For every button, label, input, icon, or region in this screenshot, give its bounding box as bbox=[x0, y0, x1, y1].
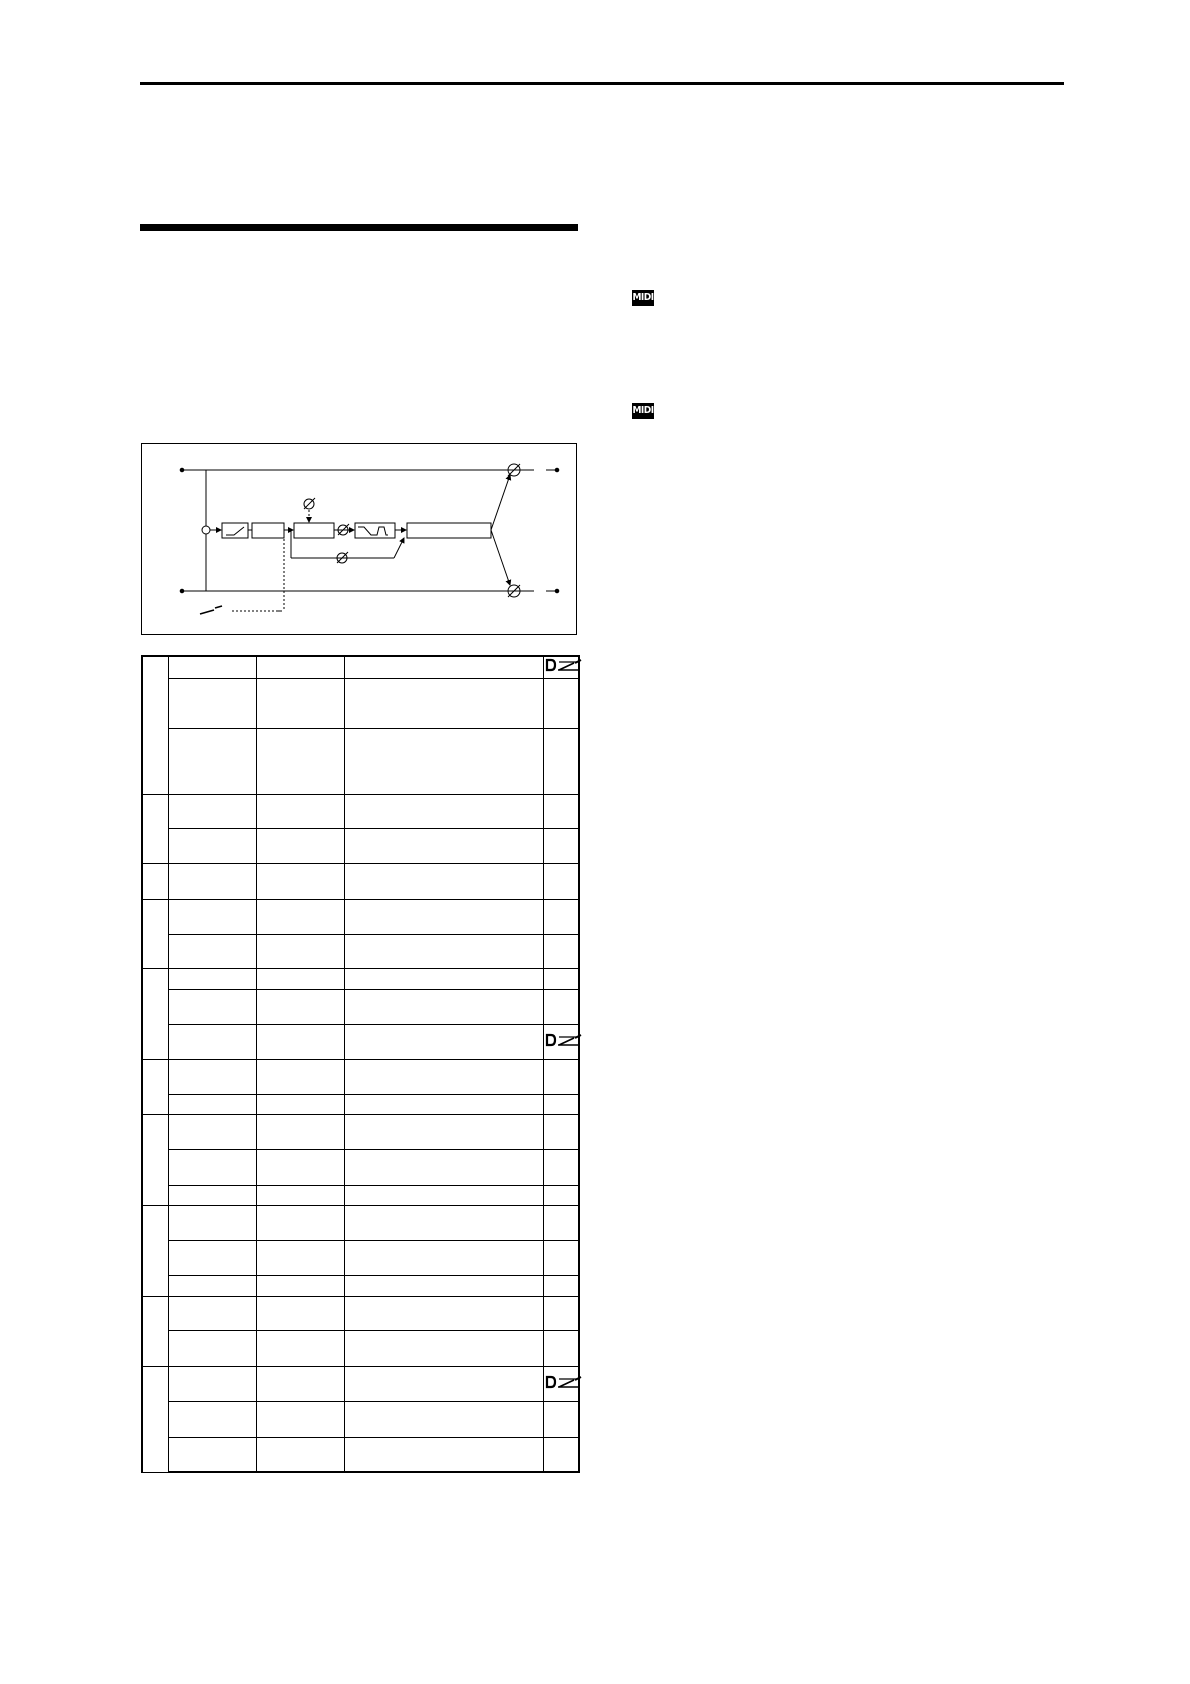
table-cell bbox=[256, 1149, 344, 1185]
dmod-cell bbox=[543, 1367, 579, 1402]
dmod-cell bbox=[543, 1025, 579, 1060]
table-cell bbox=[168, 1367, 256, 1402]
dmod-cell bbox=[543, 794, 579, 829]
table-cell bbox=[344, 1025, 543, 1060]
group-cell bbox=[142, 794, 168, 863]
table-row bbox=[142, 794, 579, 829]
section-rule bbox=[140, 224, 578, 231]
table-cell bbox=[168, 679, 256, 729]
table-cell bbox=[256, 794, 344, 829]
table-row bbox=[142, 1185, 579, 1205]
table-cell bbox=[344, 1185, 543, 1205]
table-cell bbox=[256, 1185, 344, 1205]
table-cell bbox=[168, 1060, 256, 1095]
dmod-cell bbox=[543, 969, 579, 989]
table-cell bbox=[256, 829, 344, 864]
table-cell bbox=[256, 1296, 344, 1331]
table-cell bbox=[256, 864, 344, 900]
table-cell bbox=[344, 656, 543, 679]
table-cell bbox=[168, 989, 256, 1025]
table-cell bbox=[168, 899, 256, 934]
table-row bbox=[142, 679, 579, 729]
table-cell bbox=[168, 934, 256, 969]
lowcut-filter-icon bbox=[226, 527, 244, 535]
dmod-cell bbox=[543, 1401, 579, 1437]
dmod-cell bbox=[543, 829, 579, 864]
amp-block bbox=[407, 523, 491, 538]
table-cell bbox=[168, 794, 256, 829]
table-row bbox=[142, 864, 579, 900]
group-cell bbox=[142, 969, 168, 1060]
table-cell bbox=[256, 656, 344, 679]
dmod-cell bbox=[543, 1437, 579, 1472]
table-cell bbox=[168, 1205, 256, 1240]
table-cell bbox=[168, 729, 256, 794]
table-cell bbox=[256, 934, 344, 969]
dmod-cell bbox=[543, 1149, 579, 1185]
table-row bbox=[142, 1115, 579, 1150]
dmod-cell bbox=[543, 729, 579, 794]
pedal-icon bbox=[200, 610, 214, 614]
group-cell bbox=[142, 899, 168, 968]
table-cell bbox=[256, 1025, 344, 1060]
output-terminal-top bbox=[555, 468, 559, 472]
table-cell bbox=[256, 729, 344, 794]
group-cell bbox=[142, 1060, 168, 1115]
dmod-icon bbox=[544, 1032, 584, 1048]
table-cell bbox=[256, 1094, 344, 1114]
table-row bbox=[142, 1025, 579, 1060]
table-cell bbox=[256, 989, 344, 1025]
table-cell bbox=[256, 969, 344, 989]
table-cell bbox=[168, 1296, 256, 1331]
output-terminal-bottom bbox=[555, 589, 559, 593]
table-cell bbox=[344, 1149, 543, 1185]
table-cell bbox=[344, 1060, 543, 1095]
table-cell bbox=[256, 1240, 344, 1276]
block-diagram-svg bbox=[142, 444, 578, 636]
table-row bbox=[142, 729, 579, 794]
wah-filter-icon bbox=[358, 527, 388, 535]
table-cell bbox=[344, 794, 543, 829]
table-cell bbox=[256, 1331, 344, 1367]
table-cell bbox=[344, 934, 543, 969]
table-cell bbox=[168, 1025, 256, 1060]
table-cell bbox=[168, 829, 256, 864]
wah-block bbox=[355, 523, 395, 538]
table-cell bbox=[168, 1240, 256, 1276]
table-row bbox=[142, 899, 579, 934]
mixer-node bbox=[202, 526, 210, 534]
table-cell bbox=[168, 1331, 256, 1367]
group-cell bbox=[142, 1115, 168, 1206]
table-cell bbox=[344, 829, 543, 864]
block-diagram bbox=[141, 443, 577, 635]
dmod-cell bbox=[543, 934, 579, 969]
dmod-icon bbox=[544, 1374, 584, 1390]
table-cell bbox=[256, 1060, 344, 1095]
table-cell bbox=[256, 899, 344, 934]
table-cell bbox=[344, 989, 543, 1025]
table-cell bbox=[344, 679, 543, 729]
dmod-icon bbox=[544, 657, 584, 673]
table-row bbox=[142, 1401, 579, 1437]
table-cell bbox=[168, 1437, 256, 1472]
table-cell bbox=[344, 1401, 543, 1437]
table-cell bbox=[168, 1401, 256, 1437]
table-cell bbox=[256, 1367, 344, 1402]
table-cell bbox=[256, 1437, 344, 1472]
midi-icon: MIDI bbox=[632, 403, 654, 419]
lowcut-block bbox=[222, 523, 248, 538]
parameter-table bbox=[141, 655, 580, 1473]
dmod-cell bbox=[543, 1094, 579, 1114]
table-cell bbox=[344, 1276, 543, 1296]
table-cell bbox=[256, 1276, 344, 1296]
table-row bbox=[142, 1149, 579, 1185]
dmod-cell bbox=[543, 1296, 579, 1331]
input-terminal-top bbox=[180, 468, 184, 472]
dmod-cell bbox=[543, 899, 579, 934]
table-cell bbox=[168, 1149, 256, 1185]
dmod-cell bbox=[543, 1331, 579, 1367]
table-cell bbox=[344, 1094, 543, 1114]
table-cell bbox=[256, 1401, 344, 1437]
table-row bbox=[142, 1367, 579, 1402]
table-cell bbox=[168, 1094, 256, 1114]
table-cell bbox=[344, 1240, 543, 1276]
dmod-cell bbox=[543, 1185, 579, 1205]
table-cell bbox=[344, 729, 543, 794]
table-cell bbox=[168, 864, 256, 900]
group-cell bbox=[142, 864, 168, 900]
table-row bbox=[142, 989, 579, 1025]
drive-block bbox=[252, 523, 284, 538]
table-row bbox=[142, 829, 579, 864]
table-cell bbox=[256, 679, 344, 729]
table-cell bbox=[344, 899, 543, 934]
dmod-cell bbox=[543, 1240, 579, 1276]
table-cell bbox=[344, 1115, 543, 1150]
top-rule bbox=[140, 82, 1064, 85]
dmod-cell bbox=[543, 679, 579, 729]
table-cell bbox=[344, 1367, 543, 1402]
input-terminal-bottom bbox=[180, 589, 184, 593]
table-row bbox=[142, 1240, 579, 1276]
table-cell bbox=[168, 1185, 256, 1205]
table-cell bbox=[168, 656, 256, 679]
table-cell bbox=[168, 1276, 256, 1296]
table-row bbox=[142, 1205, 579, 1240]
table-cell bbox=[256, 1115, 344, 1150]
dmod-cell bbox=[543, 1060, 579, 1095]
table-row bbox=[142, 656, 579, 679]
table-row bbox=[142, 1060, 579, 1095]
dmod-cell bbox=[543, 656, 579, 679]
table-row bbox=[142, 1276, 579, 1296]
group-cell bbox=[142, 656, 168, 794]
table-cell bbox=[168, 969, 256, 989]
table-cell bbox=[344, 969, 543, 989]
table-row bbox=[142, 1296, 579, 1331]
table-cell bbox=[344, 864, 543, 900]
table-cell bbox=[256, 1205, 344, 1240]
table-cell bbox=[344, 1205, 543, 1240]
table-cell bbox=[344, 1296, 543, 1331]
group-cell bbox=[142, 1296, 168, 1366]
group-cell bbox=[142, 1205, 168, 1296]
dmod-cell bbox=[543, 1115, 579, 1150]
table-cell bbox=[344, 1437, 543, 1472]
table-cell bbox=[168, 1115, 256, 1150]
dmod-cell bbox=[543, 1205, 579, 1240]
dmod-cell bbox=[543, 1276, 579, 1296]
dmod-cell bbox=[543, 864, 579, 900]
table-cell bbox=[344, 1331, 543, 1367]
dmod-cell bbox=[543, 989, 579, 1025]
table-row bbox=[142, 1437, 579, 1472]
midi-icon: MIDI bbox=[632, 290, 654, 306]
table-row bbox=[142, 969, 579, 989]
gain-block bbox=[294, 523, 334, 538]
group-cell bbox=[142, 1367, 168, 1472]
table-row bbox=[142, 934, 579, 969]
table-row bbox=[142, 1331, 579, 1367]
table-row bbox=[142, 1094, 579, 1114]
